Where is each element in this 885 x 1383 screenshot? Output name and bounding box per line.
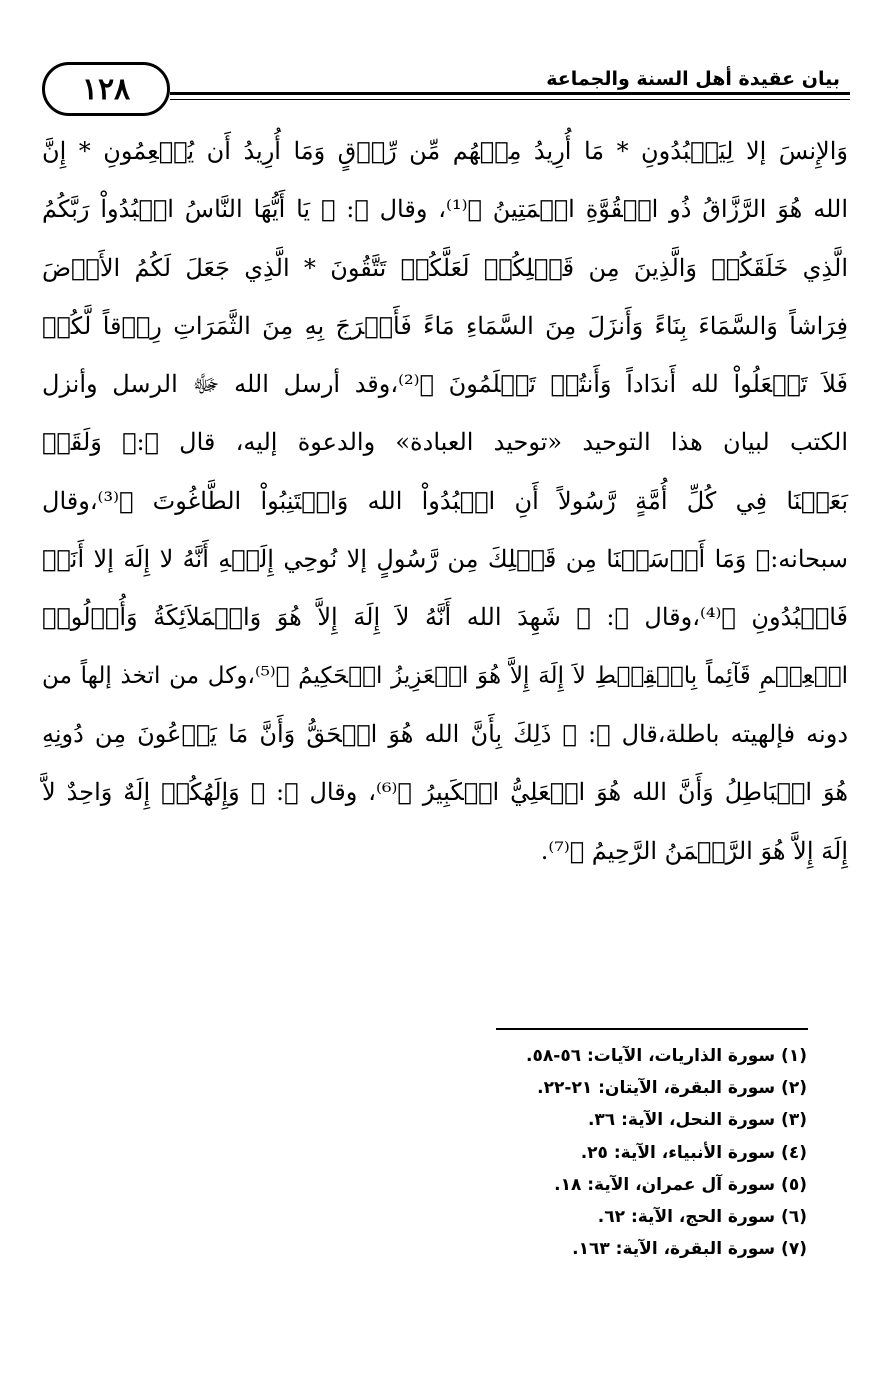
footnote-separator bbox=[496, 1028, 808, 1030]
text-line: إِلَهَ إِلاَّ هُوَ الرَّحۡمَنُ الرَّحِيمُ ﴾⁽⁷⁾. bbox=[540, 836, 848, 865]
footnote-item: (٧) سورة البقرة، الآية: ١٦٣. bbox=[572, 1239, 807, 1260]
running-title: بيان عقيدة أهل السنة والجماعة bbox=[546, 68, 840, 90]
text-line: بَعَثۡنَا فِي كُلِّ أُمَّةٍ رَّسُولاً أَنِ اعۡبُدُواْ الله وَاجۡتَنِبُواْ الطَّاغُوتَ ﴾⁽³⁾،وقال bbox=[42, 486, 848, 515]
footnote-item: (٤) سورة الأنبياء، الآية: ٢٥. bbox=[580, 1142, 807, 1163]
text-line: دونه فإلهيته باطلة،قال ﷻ: ﴿ ذَلِكَ بِأَنَّ الله هُوَ الۡحَقُّ وَأَنَّ مَا يَدۡعُونَ مِن دُونِهِ bbox=[42, 719, 848, 748]
text-line: الله هُوَ الرَّزَّاقُ ذُو الۡقُوَّةِ الۡمَتِينُ ﴾⁽¹⁾، وقال ﷻ: ﴿ يَا أَيُّهَا النَّاسُ اعۡبُدُواْ رَبَّكُمُ bbox=[42, 195, 848, 224]
footnotes bbox=[387, 1040, 807, 1265]
text-line: هُوَ الۡبَاطِلُ وَأَنَّ الله هُوَ الۡعَلِيُّ الۡكَبِيرُ ﴾⁽⁶⁾، وقال ﷻ: ﴿ وَإِلَهُكُمۡ إِلَهٌ وَاحِدٌ لاَّ bbox=[42, 778, 848, 807]
text-line: فَلاَ تَجۡعَلُواْ لله أَندَاداً وَأَنتُمۡ تَعۡلَمُونَ ﴾⁽²⁾،وقد أرسل الله ﷻ الرسل وأنزل bbox=[42, 370, 849, 399]
text-line: الۡعِلۡمِ قَآئِماً بِالۡقِسۡطِ لاَ إِلَهَ إِلاَّ هُوَ الۡعَزِيزُ الۡحَكِيمُ ﴾⁽⁵⁾،وكل من اتخذ إلهاً من bbox=[42, 662, 848, 689]
text-line: الكتب لبيان هذا التوحيد «توحيد العبادة» والدعوة إليه، قال ﷻ:﴿ وَلَقَدۡ bbox=[42, 428, 848, 457]
footnote-item: (٢) سورة البقرة، الآيتان: ٢١-٢٢. bbox=[537, 1078, 807, 1099]
text-line: الَّذِي خَلَقَكُمۡ وَالَّذِينَ مِن قَبۡلِكُمۡ لَعَلَّكُمۡ تَتَّقُونَ * الَّذِي جَعَلَ لَكُمُ الأَرۡضَ bbox=[42, 253, 848, 282]
footnote-item: (٦) سورة الحج، الآية: ٦٢. bbox=[597, 1206, 807, 1227]
footnote-item: (٣) سورة النحل، الآية: ٣٦. bbox=[587, 1110, 807, 1131]
footnote-item: (١) سورة الذاريات، الآيات: ٥٦-٥٨. bbox=[526, 1046, 807, 1066]
header-rule-thick bbox=[170, 92, 850, 95]
text-line: فَاعۡبُدُونِ ﴾⁽⁴⁾،وقال ﷻ: ﴿ شَهِدَ الله أَنَّهُ لاَ إِلَهَ إِلاَّ هُوَ وَالۡمَلاَئِكَةُ وَأُوۡلُواۡ bbox=[42, 603, 849, 632]
main-text bbox=[42, 122, 848, 880]
text-line: وَالإِنسَ إلا لِيَعۡبُدُونِ * مَا أُرِيدُ مِنۡهُم مِّن رِّزۡقٍ وَمَا أُرِيدُ أَن يُطۡعِمُونِ * إِنَّ bbox=[42, 137, 848, 165]
page-number-badge: ١٢٨ bbox=[42, 62, 170, 116]
text-line: فِرَاشاً وَالسَّمَاءَ بِنَاءً وَأَنزَلَ مِنَ السَّمَاءِ مَاءً فَأَخۡرَجَ بِهِ مِنَ الثَّمَرَاتِ رِزۡقاً لَّكُمۡ bbox=[42, 311, 848, 340]
text-line: سبحانه:﴿ وَمَا أَرۡسَلۡنَا مِن قَبۡلِكَ مِن رَّسُولٍ إلا نُوحِي إِلَيۡهِ أَنَّهُ لا إِلَهَ إلا أَنَاۡ bbox=[42, 545, 848, 574]
footnote-item: (٥) سورة آل عمران، الآية: ١٨. bbox=[554, 1174, 807, 1195]
header-rule-thin bbox=[170, 99, 850, 100]
